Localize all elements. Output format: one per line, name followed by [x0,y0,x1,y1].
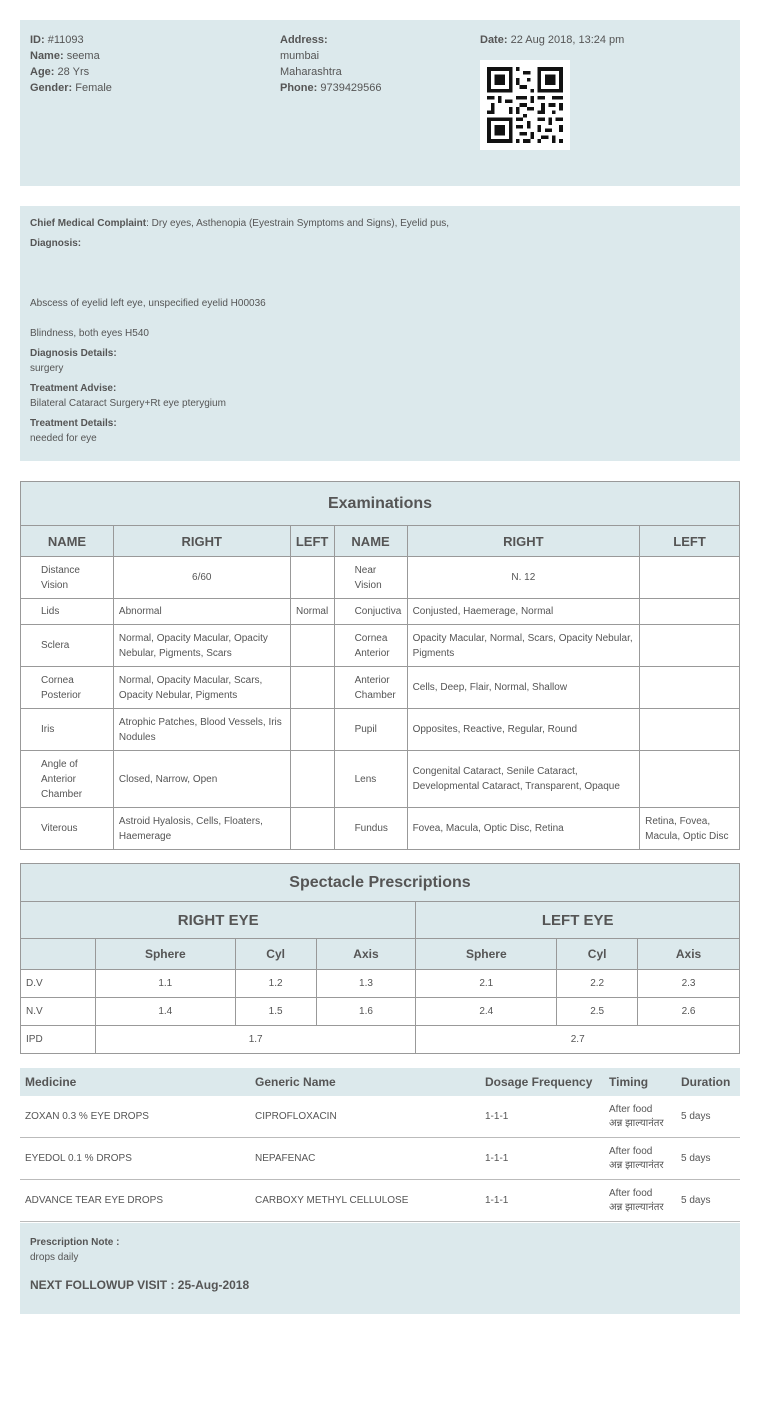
duration: 5 days [676,1096,740,1138]
table-cell: Iris [21,709,114,751]
table-cell: 2.2 [557,970,638,998]
table-cell: Pupil [334,709,407,751]
col-header: LEFT [290,526,334,557]
table-row [20,1138,740,1180]
diagnosis-label: Diagnosis: [30,238,82,249]
diagnosis-item: Abscess of eyelid left eye, unspecified eyelid H00036 [30,298,266,309]
table-cell: Closed, Narrow, Open [113,751,290,808]
table-cell: Opacity Macular, Normal, Scars, Opacity Nebular, Pigments [407,625,640,667]
visit-date [480,32,624,48]
patient-phone: 9739429566 [320,82,382,94]
table-cell: 1.2 [235,970,316,998]
table-row [21,709,740,751]
col-header: Cyl [235,939,316,970]
patient-age: 28 Yrs [57,66,90,78]
date-value: 22 Aug 2018, 13:24 pm [510,34,625,46]
medicine-name: ZOXAN 0.3 % EYE DROPS [20,1096,250,1138]
diagnosis-details: surgery [30,363,64,374]
table-row [21,970,740,998]
qr-code-icon [480,60,570,150]
table-cell: Retina, Fovea, Macula, Optic Disc [640,808,740,850]
spectacle-title: Spectacle Prescriptions [21,864,740,902]
duration: 5 days [676,1180,740,1222]
table-cell: Anterior Chamber [334,667,407,709]
table-cell: Congenital Cataract, Senile Cataract, Developmental Cataract, Transparent, Opaque [407,751,640,808]
timing-en: After food [609,1187,653,1199]
table-cell: Cells, Deep, Flair, Normal, Shallow [407,667,640,709]
exam-header-row [21,526,740,557]
patient-gender: Female [75,82,112,94]
timing-mr: अन्न झाल्यानंतर [609,1117,664,1129]
table-cell: Astroid Hyalosis, Cells, Floaters, Haemerage [113,808,290,850]
timing [604,1138,676,1180]
generic-name: NEPAFENAC [250,1138,480,1180]
col-header: Medicine [20,1068,250,1096]
medicines-header-row [20,1068,740,1096]
dosage: 1-1-1 [480,1138,604,1180]
complaint-text: : Dry eyes, Asthenopia (Eyestrain Symptoms and Signs), Eyelid pus, [146,218,450,229]
table-cell: 1.5 [235,998,316,1026]
treatment-advise: Bilateral Cataract Surgery+Rt eye pterygium [30,398,226,409]
table-cell [290,625,334,667]
timing-mr: अन्न झाल्यानंतर [609,1201,664,1213]
col-header: Sphere [95,939,235,970]
table-cell: 2.3 [638,970,740,998]
table-cell: Normal, Opacity Macular, Opacity Nebular, Pigments, Scars [113,625,290,667]
diagnosis-details-label: Diagnosis Details: [30,348,117,359]
table-cell [640,709,740,751]
next-followup: NEXT FOLLOWUP VISIT : 25-Aug-2018 [30,1278,250,1292]
table-row [21,998,740,1026]
table-cell: 2.5 [557,998,638,1026]
ipd-left: 2.7 [416,1026,740,1054]
table-cell: 2.6 [638,998,740,1026]
table-cell: Fundus [334,808,407,850]
medicines-table [20,1068,740,1222]
table-cell: Conjuctiva [334,599,407,625]
table-cell: 2.4 [416,998,557,1026]
table-cell [640,625,740,667]
complaint-label: Chief Medical Complaint [30,218,147,229]
patient-name: seema [66,50,100,62]
name-label: Name: [30,50,64,62]
table-cell [640,557,740,599]
table-cell: N. 12 [407,557,640,599]
dosage: 1-1-1 [480,1096,604,1138]
table-cell: 1.4 [95,998,235,1026]
table-row [21,599,740,625]
table-cell: Viterous [21,808,114,850]
examinations-table [20,481,740,850]
medicine-name: ADVANCE TEAR EYE DROPS [20,1180,250,1222]
empty-header [21,939,96,970]
table-cell: Near Vision [334,557,407,599]
col-header: Cyl [557,939,638,970]
left-eye-header: LEFT EYE [416,902,740,939]
treatment-advise-label: Treatment Advise: [30,383,117,394]
table-cell [290,667,334,709]
col-header: Dosage Frequency [480,1068,604,1096]
table-cell: Lens [334,751,407,808]
col-header: Sphere [416,939,557,970]
spectacle-col-headers [21,939,740,970]
address-label: Address: [280,34,328,46]
timing [604,1180,676,1222]
table-cell: Conjusted, Haemerage, Normal [407,599,640,625]
date-label: Date: [480,34,508,46]
timing-en: After food [609,1103,653,1115]
table-cell: Normal [290,599,334,625]
timing [604,1096,676,1138]
table-row [20,1096,740,1138]
table-cell: Opposites, Reactive, Regular, Round [407,709,640,751]
treatment-details-label: Treatment Details: [30,418,117,429]
patient-id: #11093 [47,34,84,46]
generic-name: CIPROFLOXACIN [250,1096,480,1138]
row-label: IPD [21,1026,96,1054]
timing-mr: अन्न झाल्यानंतर [609,1159,664,1171]
col-header: Axis [638,939,740,970]
patient-contact [280,32,382,96]
table-cell: Sclera [21,625,114,667]
patient-info-panel [20,20,740,186]
table-cell: Normal, Opacity Macular, Scars, Opacity Nebular, Pigments [113,667,290,709]
table-row [21,808,740,850]
table-row [21,751,740,808]
table-row [21,557,740,599]
table-cell: Angle of Anterior Chamber [21,751,114,808]
table-cell: 1.1 [95,970,235,998]
spectacle-prescriptions-table [20,863,740,1054]
table-row [21,1026,740,1054]
examinations-title: Examinations [21,482,740,526]
col-header: Generic Name [250,1068,480,1096]
table-cell: Cornea Anterior [334,625,407,667]
clinical-info-panel [20,206,740,461]
col-header: RIGHT [113,526,290,557]
col-header: Duration [676,1068,740,1096]
table-row [21,625,740,667]
table-cell [290,709,334,751]
chief-complaint [30,216,730,231]
diagnosis-item: Blindness, both eyes H540 [30,328,149,339]
generic-name: CARBOXY METHYL CELLULOSE [250,1180,480,1222]
medicine-name: EYEDOL 0.1 % DROPS [20,1138,250,1180]
table-cell: Cornea Posterior [21,667,114,709]
table-cell [640,667,740,709]
col-header: NAME [21,526,114,557]
table-cell: Atrophic Patches, Blood Vessels, Iris Nodules [113,709,290,751]
ipd-right: 1.7 [95,1026,416,1054]
table-cell: Fovea, Macula, Optic Disc, Retina [407,808,640,850]
timing-en: After food [609,1145,653,1157]
duration: 5 days [676,1138,740,1180]
note-text: drops daily [30,1252,79,1263]
prescription-note-panel [20,1223,740,1314]
table-cell [290,557,334,599]
table-cell [640,751,740,808]
table-cell: 2.1 [416,970,557,998]
table-cell [290,808,334,850]
table-row [20,1180,740,1222]
table-cell: Distance Vision [21,557,114,599]
col-header: LEFT [640,526,740,557]
table-cell: 1.6 [316,998,416,1026]
col-header: Timing [604,1068,676,1096]
age-label: Age: [30,66,55,78]
col-header: Axis [316,939,416,970]
table-cell: 1.3 [316,970,416,998]
table-cell [640,599,740,625]
row-label: D.V [21,970,96,998]
patient-identity [30,32,112,96]
gender-label: Gender: [30,82,73,94]
address-line1: mumbai [280,50,320,62]
row-label: N.V [21,998,96,1026]
table-cell: Lids [21,599,114,625]
col-header: RIGHT [407,526,640,557]
note-label: Prescription Note : [30,1237,120,1248]
table-cell: 6/60 [113,557,290,599]
treatment-details: needed for eye [30,433,97,444]
id-label: ID: [30,34,45,46]
address-line2: Maharashtra [280,66,342,78]
table-row [21,667,740,709]
table-cell [290,751,334,808]
right-eye-header: RIGHT EYE [21,902,416,939]
phone-label: Phone: [280,82,318,94]
table-cell: Abnormal [113,599,290,625]
dosage: 1-1-1 [480,1180,604,1222]
col-header: NAME [334,526,407,557]
